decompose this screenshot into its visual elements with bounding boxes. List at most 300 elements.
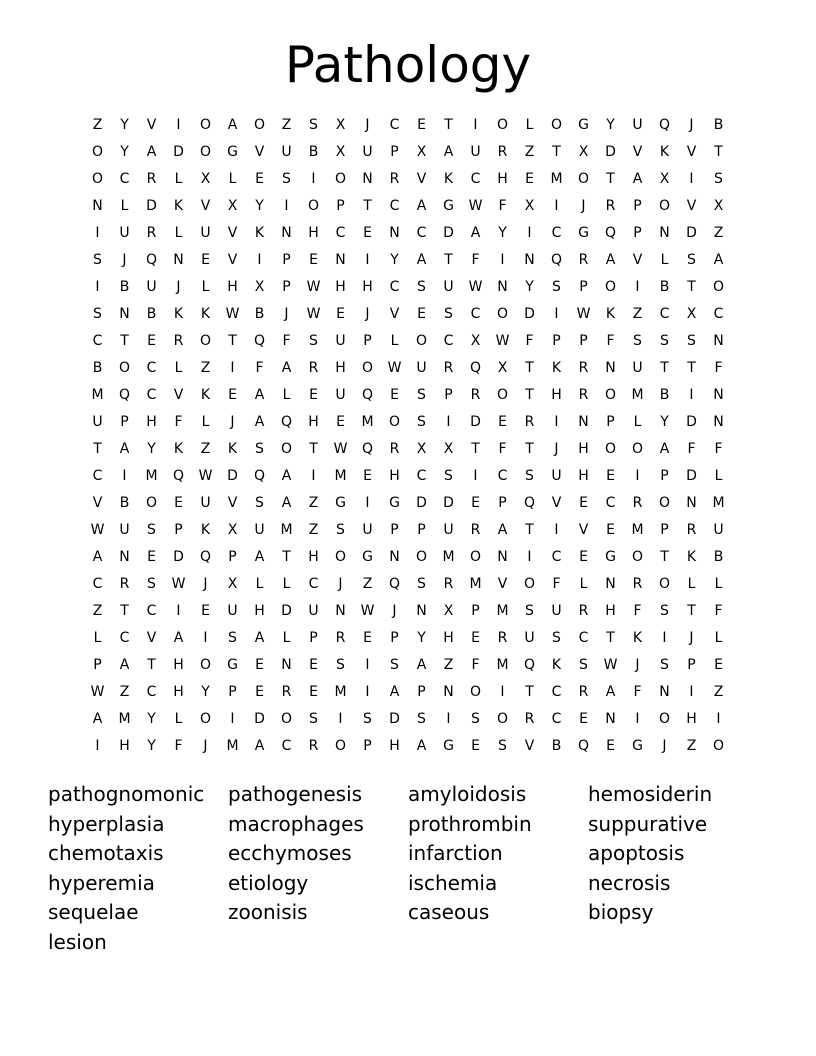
grid-letter: M: [280, 522, 293, 538]
grid-letter: R: [443, 576, 454, 592]
grid-letter: O: [415, 333, 428, 349]
grid-letter: N: [659, 684, 670, 700]
grid-letter: Z: [713, 684, 724, 700]
grid-letter: I: [689, 684, 694, 700]
grid-letter: X: [713, 198, 724, 214]
word-list-item: biopsy: [588, 900, 654, 925]
grid-letter: O: [199, 333, 212, 349]
grid-letter: H: [362, 279, 373, 295]
grid-letter: P: [363, 333, 372, 349]
grid-letter: T: [120, 603, 129, 619]
grid-letter: V: [686, 144, 697, 160]
grid-letter: Z: [92, 117, 103, 133]
grid-letter: N: [362, 171, 373, 187]
grid-letter: M: [469, 576, 482, 592]
grid-letter: U: [200, 495, 211, 511]
grid-letter: C: [92, 576, 103, 592]
grid-letter: A: [146, 144, 157, 160]
grid-letter: Q: [172, 468, 185, 484]
grid-letter: U: [200, 225, 211, 241]
grid-letter: O: [334, 549, 347, 565]
grid-letter: L: [174, 711, 183, 727]
grid-letter: I: [500, 252, 505, 268]
grid-letter: K: [173, 441, 184, 457]
grid-letter: P: [174, 522, 183, 538]
grid-letter: C: [92, 333, 103, 349]
grid-letter: A: [416, 738, 427, 754]
grid-letter: F: [714, 360, 723, 376]
grid-letter: M: [496, 657, 509, 673]
grid-letter: Z: [200, 441, 211, 457]
grid-letter: A: [254, 414, 265, 430]
grid-letter: Q: [253, 468, 266, 484]
grid-letter: E: [309, 684, 318, 700]
grid-letter: P: [390, 522, 399, 538]
grid-letter: E: [579, 549, 588, 565]
grid-letter: M: [334, 468, 347, 484]
word-list-item: infarction: [408, 841, 503, 866]
grid-letter: D: [605, 144, 616, 160]
grid-letter: G: [632, 738, 643, 754]
grid-letter: J: [635, 657, 640, 673]
grid-letter: I: [689, 171, 694, 187]
grid-letter: T: [120, 333, 129, 349]
grid-letter: Z: [524, 144, 535, 160]
grid-letter: K: [173, 306, 184, 322]
grid-letter: S: [93, 306, 102, 322]
grid-letter: Z: [686, 738, 697, 754]
grid-letter: C: [497, 468, 508, 484]
grid-letter: R: [146, 225, 157, 241]
grid-letter: J: [392, 603, 397, 619]
grid-letter: L: [633, 414, 642, 430]
grid-letter: O: [604, 387, 617, 403]
grid-letter: T: [687, 279, 696, 295]
grid-letter: Q: [361, 387, 374, 403]
grid-letter: S: [309, 711, 318, 727]
grid-letter: G: [227, 657, 238, 673]
grid-letter: U: [443, 522, 454, 538]
grid-letter: E: [363, 630, 372, 646]
grid-letter: E: [606, 738, 615, 754]
grid-letter: C: [443, 333, 454, 349]
grid-letter: H: [254, 603, 265, 619]
grid-letter: R: [335, 630, 346, 646]
grid-letter: O: [334, 738, 347, 754]
grid-letter: I: [95, 738, 100, 754]
grid-letter: R: [119, 576, 130, 592]
grid-letter: T: [525, 684, 534, 700]
grid-letter: N: [524, 252, 535, 268]
grid-letter: J: [554, 441, 559, 457]
grid-letter: S: [660, 333, 669, 349]
grid-row: [84, 625, 732, 652]
grid-row: [84, 112, 732, 139]
grid-letter: E: [417, 306, 426, 322]
grid-letter: I: [311, 171, 316, 187]
grid-letter: B: [254, 306, 265, 322]
grid-letter: E: [147, 549, 156, 565]
grid-letter: R: [308, 738, 319, 754]
grid-letter: Y: [255, 198, 264, 214]
grid-letter: S: [498, 738, 507, 754]
grid-letter: L: [282, 387, 291, 403]
grid-letter: W: [306, 306, 321, 322]
grid-letter: Z: [362, 576, 373, 592]
grid-row: [84, 571, 732, 598]
grid-letter: E: [174, 495, 183, 511]
grid-letter: O: [496, 306, 509, 322]
grid-letter: J: [176, 279, 181, 295]
grid-letter: S: [525, 468, 534, 484]
grid-letter: P: [282, 279, 291, 295]
grid-letter: K: [200, 306, 211, 322]
grid-letter: S: [552, 630, 561, 646]
word-list: [48, 780, 768, 958]
grid-letter: J: [203, 576, 208, 592]
grid-letter: O: [280, 441, 293, 457]
grid-letter: E: [579, 495, 588, 511]
grid-letter: J: [203, 738, 208, 754]
grid-letter: O: [145, 495, 158, 511]
grid-letter: R: [497, 630, 508, 646]
grid-letter: W: [468, 198, 483, 214]
grid-letter: S: [633, 333, 642, 349]
grid-letter: X: [227, 522, 238, 538]
grid-letter: U: [362, 144, 373, 160]
grid-letter: U: [335, 387, 346, 403]
grid-letter: D: [173, 549, 184, 565]
grid-letter: L: [579, 576, 588, 592]
grid-letter: T: [525, 387, 534, 403]
grid-row: [84, 598, 732, 625]
grid-letter: N: [443, 684, 454, 700]
grid-letter: X: [227, 198, 238, 214]
grid-letter: R: [389, 171, 400, 187]
grid-letter: M: [496, 603, 509, 619]
grid-letter: A: [254, 387, 265, 403]
grid-letter: P: [390, 144, 399, 160]
grid-letter: P: [120, 414, 129, 430]
grid-letter: O: [415, 549, 428, 565]
grid-letter: V: [254, 144, 265, 160]
grid-letter: B: [551, 738, 562, 754]
grid-letter: S: [660, 603, 669, 619]
grid-letter: I: [689, 387, 694, 403]
grid-letter: G: [335, 495, 346, 511]
word-list-item: ischemia: [408, 870, 498, 895]
grid-letter: L: [174, 360, 183, 376]
grid-letter: S: [309, 117, 318, 133]
grid-letter: Q: [604, 225, 617, 241]
grid-letter: X: [659, 171, 670, 187]
grid-letter: K: [551, 360, 562, 376]
grid-letter: N: [281, 225, 292, 241]
grid-letter: U: [227, 603, 238, 619]
grid-letter: M: [550, 171, 563, 187]
grid-letter: K: [227, 441, 238, 457]
grid-letter: O: [658, 711, 671, 727]
grid-row: [84, 490, 732, 517]
grid-letter: F: [498, 441, 507, 457]
grid-letter: K: [200, 522, 211, 538]
grid-letter: O: [469, 549, 482, 565]
grid-letter: M: [361, 414, 374, 430]
grid-letter: S: [147, 522, 156, 538]
grid-letter: B: [713, 117, 724, 133]
grid-letter: S: [255, 495, 264, 511]
grid-letter: L: [714, 576, 723, 592]
grid-letter: S: [444, 468, 453, 484]
grid-letter: O: [91, 171, 104, 187]
grid-letter: D: [173, 144, 184, 160]
grid-row: [84, 139, 732, 166]
grid-letter: A: [416, 657, 427, 673]
grid-letter: V: [632, 252, 643, 268]
grid-letter: E: [390, 387, 399, 403]
grid-letter: R: [308, 360, 319, 376]
grid-letter: O: [577, 171, 590, 187]
grid-letter: E: [579, 711, 588, 727]
grid-letter: E: [255, 684, 264, 700]
grid-letter: L: [120, 198, 129, 214]
grid-letter: W: [387, 360, 402, 376]
grid-letter: T: [444, 252, 453, 268]
grid-letter: D: [686, 414, 697, 430]
grid-letter: E: [471, 738, 480, 754]
grid-letter: H: [389, 738, 400, 754]
grid-letter: Q: [361, 441, 374, 457]
word-list-item: apoptosis: [588, 841, 685, 866]
grid-letter: S: [390, 657, 399, 673]
grid-letter: E: [363, 468, 372, 484]
grid-letter: K: [443, 171, 454, 187]
grid-letter: J: [230, 414, 235, 430]
grid-letter: J: [689, 117, 694, 133]
word-list-item: macrophages: [228, 811, 364, 836]
grid-letter: J: [122, 252, 127, 268]
grid-letter: Z: [632, 306, 643, 322]
grid-letter: T: [363, 198, 372, 214]
grid-letter: H: [578, 441, 589, 457]
grid-letter: U: [551, 468, 562, 484]
grid-letter: K: [200, 387, 211, 403]
grid-letter: Y: [120, 117, 129, 133]
grid-letter: V: [686, 198, 697, 214]
grid-letter: U: [92, 414, 103, 430]
grid-letter: K: [605, 306, 616, 322]
grid-letter: N: [713, 414, 724, 430]
word-list-item: hyperemia: [48, 870, 155, 895]
grid-letter: C: [551, 711, 562, 727]
grid-letter: S: [417, 576, 426, 592]
word-list-item: pathognomonic: [48, 782, 205, 806]
grid-letter: O: [118, 360, 131, 376]
grid-letter: I: [176, 603, 181, 619]
grid-letter: L: [201, 279, 210, 295]
grid-letter: X: [254, 279, 265, 295]
grid-letter: W: [468, 279, 483, 295]
grid-letter: L: [282, 630, 291, 646]
grid-letter: A: [92, 711, 103, 727]
grid-letter: E: [201, 252, 210, 268]
grid-letter: U: [119, 225, 130, 241]
grid-row: [84, 382, 732, 409]
grid-letter: N: [173, 252, 184, 268]
grid-letter: P: [417, 684, 426, 700]
grid-letter: X: [227, 576, 238, 592]
grid-letter: H: [308, 549, 319, 565]
grid-letter: R: [524, 711, 535, 727]
grid-letter: T: [687, 603, 696, 619]
grid-letter: E: [255, 657, 264, 673]
grid-letter: I: [554, 522, 559, 538]
grid-letter: M: [226, 738, 239, 754]
grid-row: [84, 436, 732, 463]
word-list-item: pathogenesis: [228, 782, 363, 806]
grid-letter: S: [471, 711, 480, 727]
grid-letter: R: [443, 360, 454, 376]
grid-letter: H: [605, 603, 616, 619]
grid-letter: N: [605, 576, 616, 592]
grid-letter: B: [92, 360, 103, 376]
word-list-item: sequelae: [48, 900, 139, 925]
grid-letter: N: [335, 252, 346, 268]
grid-letter: W: [225, 306, 240, 322]
grid-letter: N: [497, 549, 508, 565]
grid-letter: K: [659, 144, 670, 160]
grid-letter: I: [500, 684, 505, 700]
grid-letter: C: [605, 495, 616, 511]
grid-letter: O: [604, 279, 617, 295]
grid-letter: M: [145, 468, 158, 484]
grid-letter: F: [525, 333, 534, 349]
grid-letter: X: [443, 603, 454, 619]
grid-letter: F: [633, 684, 642, 700]
grid-letter: U: [524, 630, 535, 646]
grid-letter: S: [417, 711, 426, 727]
grid-letter: A: [281, 468, 292, 484]
grid-letter: F: [714, 603, 723, 619]
grid-letter: J: [689, 630, 694, 646]
grid-letter: A: [119, 657, 130, 673]
grid-letter: Q: [253, 333, 266, 349]
grid-letter: F: [282, 333, 291, 349]
grid-letter: P: [444, 387, 453, 403]
grid-letter: R: [281, 684, 292, 700]
grid-letter: O: [199, 711, 212, 727]
grid-letter: N: [335, 603, 346, 619]
grid-letter: L: [714, 630, 723, 646]
grid-letter: Z: [281, 117, 292, 133]
grid-letter: S: [687, 333, 696, 349]
grid-letter: V: [146, 117, 157, 133]
grid-letter: C: [281, 738, 292, 754]
word-list-item: zoonisis: [228, 900, 308, 925]
grid-letter: U: [281, 144, 292, 160]
grid-letter: V: [632, 144, 643, 160]
grid-letter: O: [469, 684, 482, 700]
grid-letter: B: [713, 549, 724, 565]
grid-letter: D: [389, 711, 400, 727]
grid-letter: C: [146, 684, 157, 700]
grid-letter: N: [92, 198, 103, 214]
grid-letter: I: [230, 360, 235, 376]
grid-letter: X: [443, 441, 454, 457]
grid-letter: A: [443, 144, 454, 160]
grid-row: [84, 193, 732, 220]
grid-letter: E: [606, 468, 615, 484]
grid-letter: T: [606, 630, 615, 646]
grid-letter: O: [631, 441, 644, 457]
grid-letter: P: [660, 468, 669, 484]
word-list-item: chemotaxis: [48, 841, 164, 866]
grid-letter: L: [255, 576, 264, 592]
grid-letter: R: [605, 198, 616, 214]
grid-letter: N: [713, 333, 724, 349]
grid-letter: T: [282, 549, 291, 565]
grid-letter: X: [524, 198, 535, 214]
grid-letter: A: [497, 522, 508, 538]
grid-letter: Y: [606, 117, 615, 133]
grid-letter: P: [93, 657, 102, 673]
grid-letter: I: [365, 684, 370, 700]
word-list-item: amyloidosis: [408, 782, 527, 806]
grid-letter: W: [360, 603, 375, 619]
grid-letter: I: [311, 468, 316, 484]
grid-letter: U: [443, 279, 454, 295]
grid-letter: D: [524, 306, 535, 322]
grid-letter: X: [416, 441, 427, 457]
grid-letter: V: [146, 630, 157, 646]
grid-letter: W: [171, 576, 186, 592]
grid-letter: B: [119, 495, 130, 511]
grid-letter: S: [417, 387, 426, 403]
grid-row: [84, 328, 732, 355]
grid-letter: C: [470, 306, 481, 322]
grid-letter: F: [174, 414, 183, 430]
grid-row: [84, 220, 732, 247]
grid-letter: S: [336, 522, 345, 538]
grid-letter: P: [660, 522, 669, 538]
grid-letter: E: [471, 495, 480, 511]
grid-letter: S: [714, 171, 723, 187]
grid-letter: T: [687, 360, 696, 376]
grid-row: [84, 166, 732, 193]
grid-letter: I: [635, 468, 640, 484]
grid-letter: E: [201, 603, 210, 619]
grid-letter: V: [524, 738, 535, 754]
grid-letter: F: [471, 657, 480, 673]
grid-letter: A: [416, 252, 427, 268]
grid-letter: N: [659, 225, 670, 241]
grid-letter: E: [228, 387, 237, 403]
grid-letter: T: [147, 657, 156, 673]
grid-letter: O: [604, 441, 617, 457]
grid-letter: J: [365, 117, 370, 133]
grid-letter: C: [146, 360, 157, 376]
grid-letter: U: [470, 144, 481, 160]
grid-letter: B: [308, 144, 319, 160]
grid-letter: K: [551, 657, 562, 673]
grid-letter: U: [551, 603, 562, 619]
grid-letter: P: [309, 630, 318, 646]
grid-letter: R: [389, 441, 400, 457]
grid-letter: O: [496, 387, 509, 403]
grid-letter: D: [443, 495, 454, 511]
grid-letter: V: [551, 495, 562, 511]
grid-letter: A: [605, 252, 616, 268]
